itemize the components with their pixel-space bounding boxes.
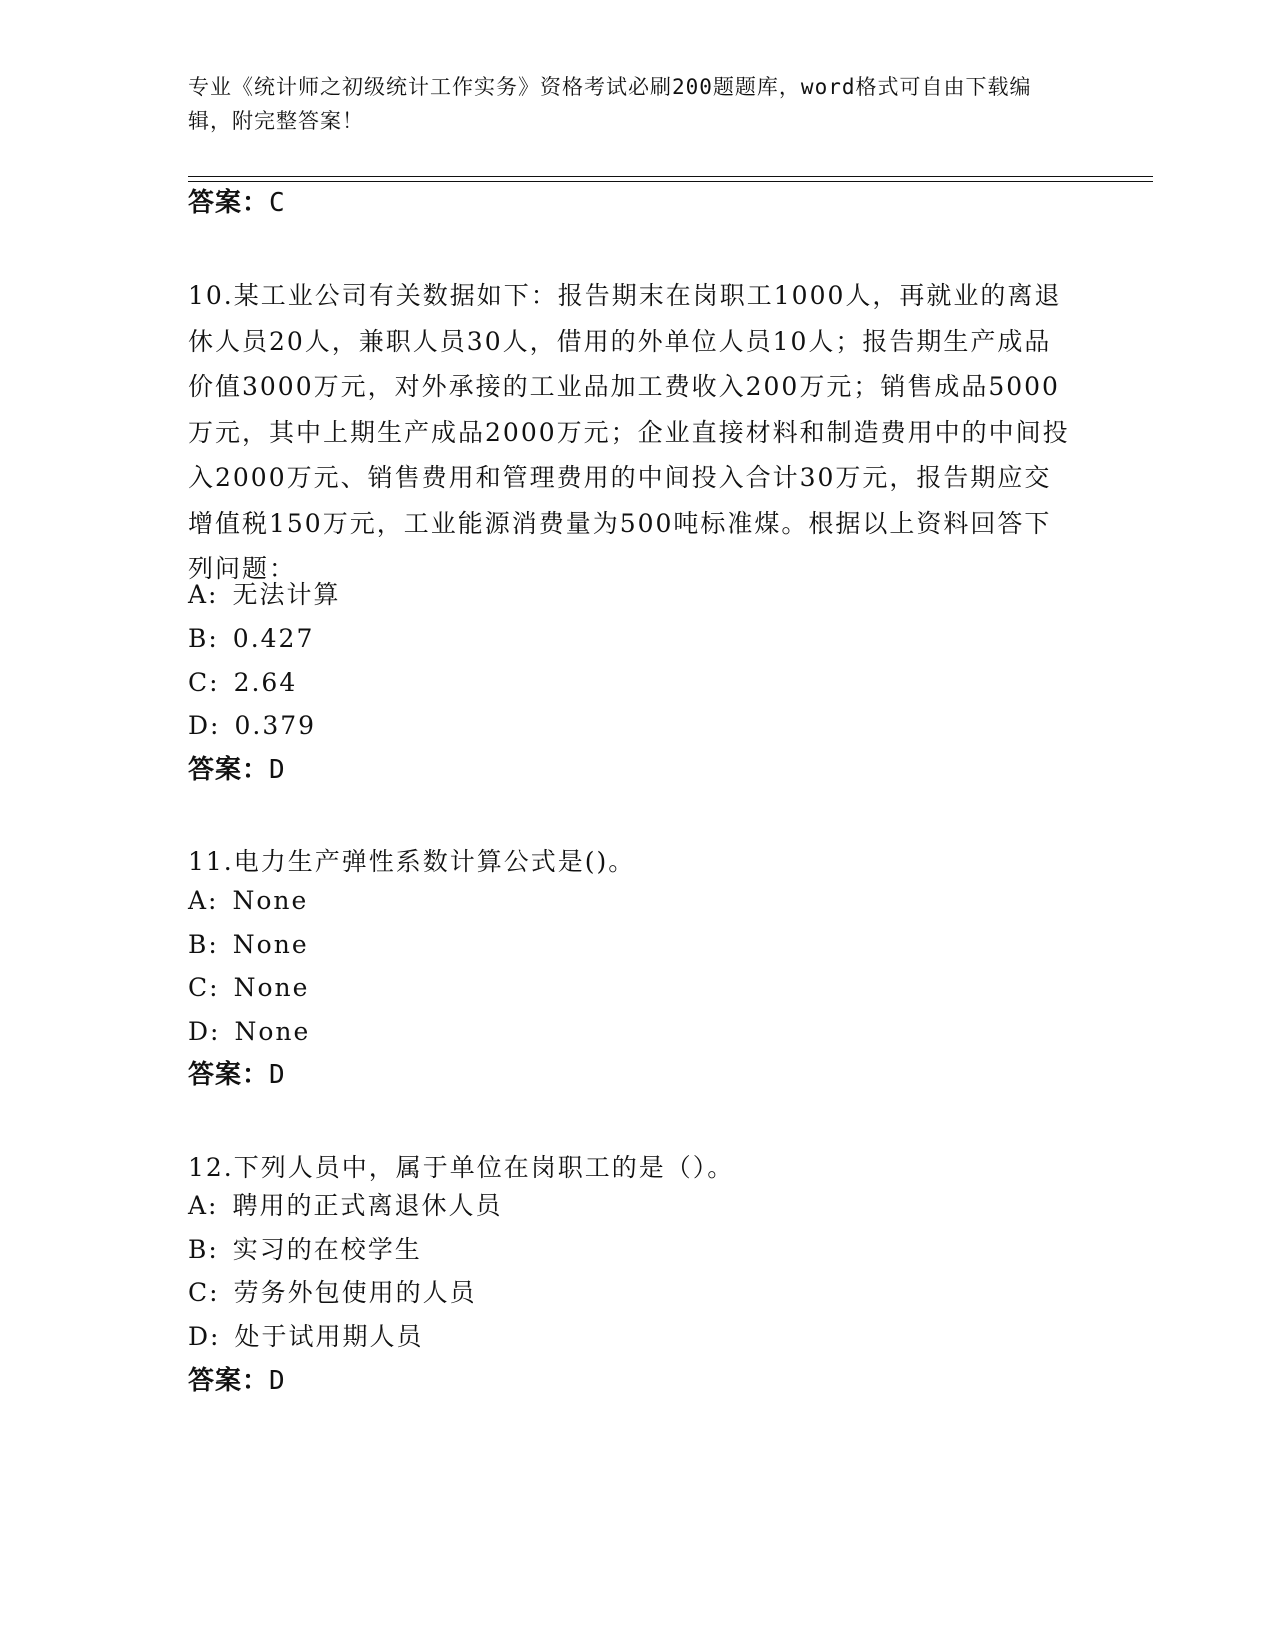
question-11-answer	[188, 1058, 286, 1092]
question-10-stem	[188, 273, 1078, 592]
option-key: D:	[188, 1322, 221, 1351]
option-text: 2.64	[233, 668, 298, 697]
option-key: A:	[188, 580, 219, 609]
prev-answer	[188, 186, 286, 220]
answer-label: 答案：	[188, 1366, 270, 1396]
option-key: A:	[188, 1191, 219, 1220]
question-11-option-d	[188, 1015, 310, 1049]
question-text: 下列人员中，属于单位在岗职工的是（）。	[233, 1153, 735, 1182]
question-11-option-c	[188, 971, 309, 1005]
question-10-option-c	[188, 666, 297, 700]
option-key: D:	[188, 711, 221, 740]
answer-label: 答案：	[188, 755, 270, 785]
option-key: B:	[188, 1235, 219, 1264]
option-text: 0.379	[234, 711, 317, 740]
answer-label: 答案：	[188, 1060, 270, 1090]
option-text: None	[234, 1017, 311, 1046]
option-key: B:	[188, 930, 219, 959]
question-number: 10.	[188, 281, 234, 310]
question-10-option-a	[188, 578, 341, 612]
question-12-option-a	[188, 1189, 503, 1223]
question-11-option-b	[188, 928, 309, 962]
option-key: C:	[188, 668, 220, 697]
option-text: 劳务外包使用的人员	[233, 1278, 477, 1307]
option-text: None	[232, 930, 309, 959]
option-text: 实习的在校学生	[232, 1235, 422, 1264]
question-10-option-b	[188, 622, 314, 656]
answer-value: D	[269, 1366, 286, 1396]
question-12-option-d	[188, 1320, 423, 1354]
option-text: 无法计算	[232, 580, 341, 609]
answer-value: C	[269, 188, 286, 218]
option-key: B:	[188, 624, 219, 653]
option-text: 处于试用期人员	[234, 1322, 424, 1351]
option-key: C:	[188, 1278, 220, 1307]
question-number: 12.	[188, 1153, 234, 1182]
answer-value: D	[269, 1060, 286, 1090]
question-10-answer	[188, 753, 286, 787]
option-text: None	[232, 886, 309, 915]
option-key: D:	[188, 1017, 221, 1046]
option-key: C:	[188, 973, 220, 1002]
question-12-stem	[188, 1145, 1078, 1191]
header-rule-bottom	[188, 181, 1153, 182]
option-text: None	[233, 973, 310, 1002]
header-rule-top	[188, 176, 1153, 177]
question-12-answer	[188, 1364, 286, 1398]
question-text: 电力生产弹性系数计算公式是()。	[233, 847, 636, 876]
answer-value: D	[269, 755, 286, 785]
question-12-option-b	[188, 1233, 422, 1267]
question-10-option-d	[188, 709, 316, 743]
question-12-option-c	[188, 1276, 477, 1310]
document-header: 专业《统计师之初级统计工作实务》资格考试必刷200题题库，word格式可自由下载编辑，附完整答案！	[188, 75, 1032, 133]
option-text: 聘用的正式离退休人员	[232, 1191, 503, 1220]
question-number: 11.	[188, 847, 234, 876]
question-11-stem	[188, 839, 1078, 885]
question-text: 某工业公司有关数据如下：报告期末在岗职工1000人，再就业的离退休人员20人，兼职人员30人，借用的外单位人员10人；报告期生产成品价值3000万元，对外承接的工业品加工费收入200万元；销售成品5000万元，其中上期生产成品2000万元；企业直接材料和制造费用中的中间投入2000万元、销售费用和管理费用的中间投入合计30万元，报告期应交增值税150万元，工业能源消费量为500吨标准煤。根据以上资料回答下列问题：	[188, 281, 1070, 583]
option-key: A:	[188, 886, 219, 915]
option-text: 0.427	[232, 624, 315, 653]
answer-label: 答案：	[188, 188, 270, 218]
question-11-option-a	[188, 884, 308, 918]
